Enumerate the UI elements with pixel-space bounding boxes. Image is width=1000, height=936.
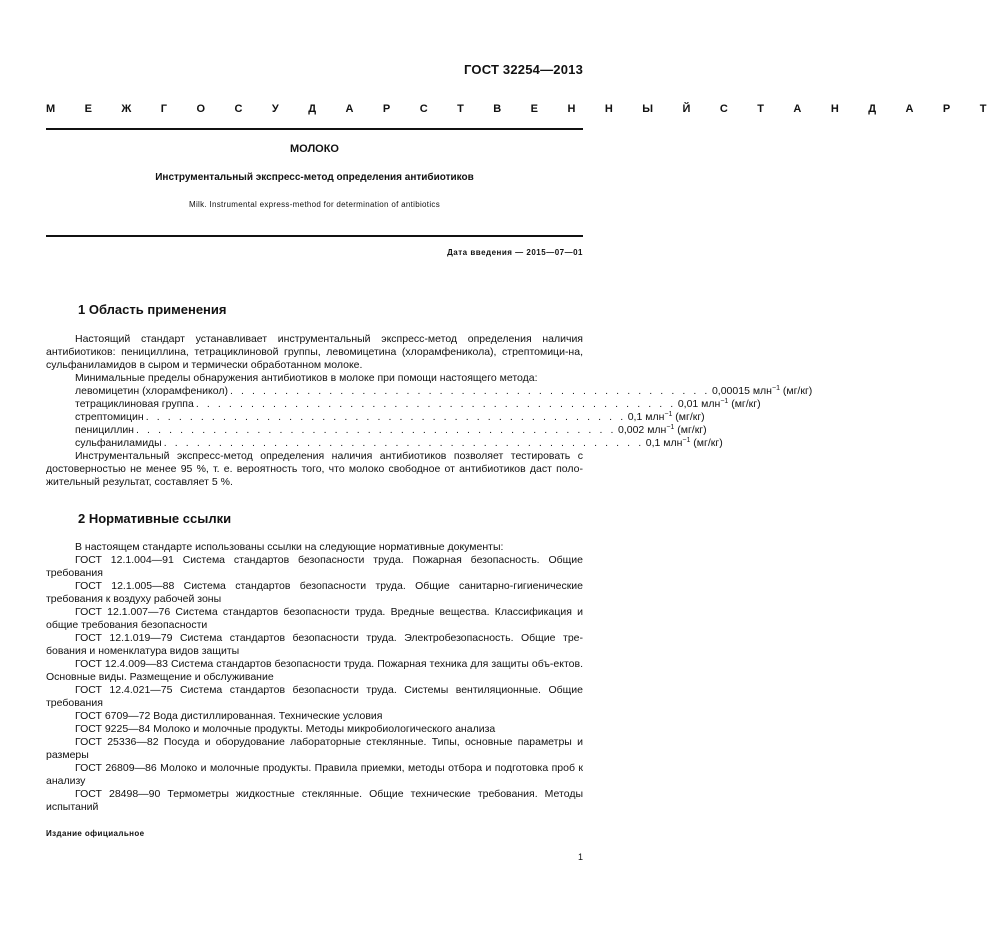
- detection-limit-row: [46, 411, 705, 424]
- normative-reference-item: ГОСТ 28498—90 Термометры жидкостные стеклянные. Общие технические требования. Методы испытаний: [46, 788, 583, 813]
- detection-limit-row: [46, 424, 707, 437]
- leader-dots: . . . . . . . . . . . . . . . . . . . . . . . . . . . . . . . . . . . . . . . . . . . .: [229, 385, 710, 397]
- limit-number: 0,01 млн: [677, 398, 721, 410]
- limit-exponent: −1: [682, 437, 691, 444]
- normative-reference-item: ГОСТ 9225—84 Молоко и молочные продукты. Методы микробиологического анализа: [75, 723, 496, 735]
- standard-number: ГОСТ 32254—2013: [464, 62, 583, 77]
- normative-references-list: [46, 554, 583, 814]
- limit-unit: (мг/кг): [690, 437, 723, 449]
- subtitle-en: Milk. Instrumental express-method for determination of antibiotics: [188, 200, 440, 209]
- detection-limit-value: [646, 437, 723, 450]
- section-2-heading: 2 Нормативные ссылки: [78, 511, 232, 526]
- bottom-title-rule: [46, 235, 583, 237]
- section-1-heading: 1 Область применения: [78, 302, 227, 317]
- normative-reference-item: ГОСТ 12.4.021—75 Система стандартов безопасности труда. Системы вентиляционные. Общие требования: [46, 684, 583, 709]
- section-1-paragraph-2: Минимальные пределы обнаружения антибиотиков в молоке при помощи настоящего метода:: [75, 372, 538, 384]
- limit-unit: (мг/кг): [672, 411, 705, 423]
- section-1-body: [46, 333, 813, 489]
- page-number: 1: [577, 852, 583, 862]
- normative-reference-item: ГОСТ 25336—82 Посуда и оборудование лабораторные стеклянные. Типы, основные параметры и размеры: [46, 736, 583, 761]
- detection-limit-row: [46, 398, 761, 411]
- section-2-intro: В настоящем стандарте использованы ссылки на следующие нормативные документы:: [75, 541, 504, 553]
- limit-unit: (мг/кг): [674, 424, 707, 436]
- limit-number: 0,1 млн: [627, 411, 665, 423]
- leader-dots: . . . . . . . . . . . . . . . . . . . . . . . . . . . . . . . . . . . . . . . . . . . .: [136, 424, 616, 436]
- limit-exponent: −1: [771, 385, 780, 392]
- normative-reference-item: ГОСТ 6709—72 Вода дистиллированная. Технические условия: [75, 710, 383, 722]
- detection-limit-value: [618, 424, 707, 437]
- document-title: МОЛОКО: [290, 143, 339, 155]
- official-edition-label: Издание официальное: [46, 829, 145, 838]
- normative-reference-item: ГОСТ 12.1.007—76 Система стандартов безопасности труда. Вредные вещества. Классификация и общие требования безопасности: [46, 606, 583, 631]
- antibiotic-name: левомицетин (хлорамфеникол): [75, 385, 228, 397]
- top-rule: [46, 128, 583, 130]
- interstate-standard-label: М Е Ж Г О С У Д А Р С Т В Е Н Н Ы Й С Т А Н Д А Р Т: [46, 103, 1000, 115]
- section-1-paragraph-3: Инструментальный экспресс-метод определения наличия антибиотиков позволяет тестировать с достоверностью не менее 95 %, т. е. вероятность того, что молоко свободное от антибиотиков даст поло-жительный результат, составляет 5 %.: [46, 450, 583, 488]
- intro-date: Дата введения — 2015—07—01: [447, 248, 583, 257]
- detection-limits-list: [46, 385, 813, 450]
- subtitle-ru: Инструментальный экспресс-метод определения антибиотиков: [155, 172, 474, 183]
- limit-number: 0,00015 млн: [711, 385, 772, 397]
- limit-unit: (мг/кг): [779, 385, 813, 397]
- detection-limit-row: [46, 385, 813, 398]
- detection-limit-value: [712, 385, 812, 398]
- limit-exponent: −1: [666, 424, 675, 431]
- antibiotic-name: тетрациклиновая группа: [75, 398, 194, 410]
- limit-number: 0,002 млн: [618, 424, 667, 436]
- detection-limit-value: [628, 411, 705, 424]
- antibiotic-name: пенициллин: [75, 424, 134, 436]
- normative-reference-item: ГОСТ 12.1.019—79 Система стандартов безопасности труда. Электробезопасность. Общие тре-бования и номенклатура видов защиты: [46, 632, 583, 657]
- limit-number: 0,1 млн: [645, 437, 683, 449]
- antibiotic-name: сульфаниламиды: [75, 437, 162, 449]
- limit-exponent: −1: [720, 398, 729, 405]
- normative-reference-item: ГОСТ 12.1.005—88 Система стандартов безопасности труда. Общие санитарно-гигиенические требования к воздуху рабочей зоны: [46, 580, 583, 605]
- leader-dots: . . . . . . . . . . . . . . . . . . . . . . . . . . . . . . . . . . . . . . . . . . . .: [145, 411, 626, 423]
- leader-dots: . . . . . . . . . . . . . . . . . . . . . . . . . . . . . . . . . . . . . . . . . . . .: [163, 437, 644, 449]
- detection-limit-value: [678, 398, 761, 411]
- normative-reference-item: ГОСТ 12.1.004—91 Система стандартов безопасности труда. Пожарная безопасность. Общие требования: [46, 554, 583, 579]
- limit-exponent: −1: [664, 411, 673, 418]
- detection-limit-row: [46, 437, 723, 450]
- leader-dots: . . . . . . . . . . . . . . . . . . . . . . . . . . . . . . . . . . . . . . . . . . . .: [195, 398, 676, 410]
- section-2-body: [46, 541, 583, 814]
- limit-unit: (мг/кг): [728, 398, 761, 410]
- normative-reference-item: ГОСТ 12.4.009—83 Система стандартов безопасности труда. Пожарная техника для защиты объ-ектов. Основные виды. Размещение и обслуживание: [46, 658, 583, 683]
- antibiotic-name: стрептомицин: [75, 411, 144, 423]
- section-1-paragraph-1: Настоящий стандарт устанавливает инструментальный экспресс-метод определения наличия антибиотиков: пенициллина, тетрациклиновой группы, левомицетина (хлорамфеникола), стрептомици-на, сульфаниламидов в сыром и термически обработанном молоке.: [46, 333, 583, 371]
- normative-reference-item: ГОСТ 26809—86 Молоко и молочные продукты. Правила приемки, методы отбора и подготовка проб к анализу: [46, 762, 583, 787]
